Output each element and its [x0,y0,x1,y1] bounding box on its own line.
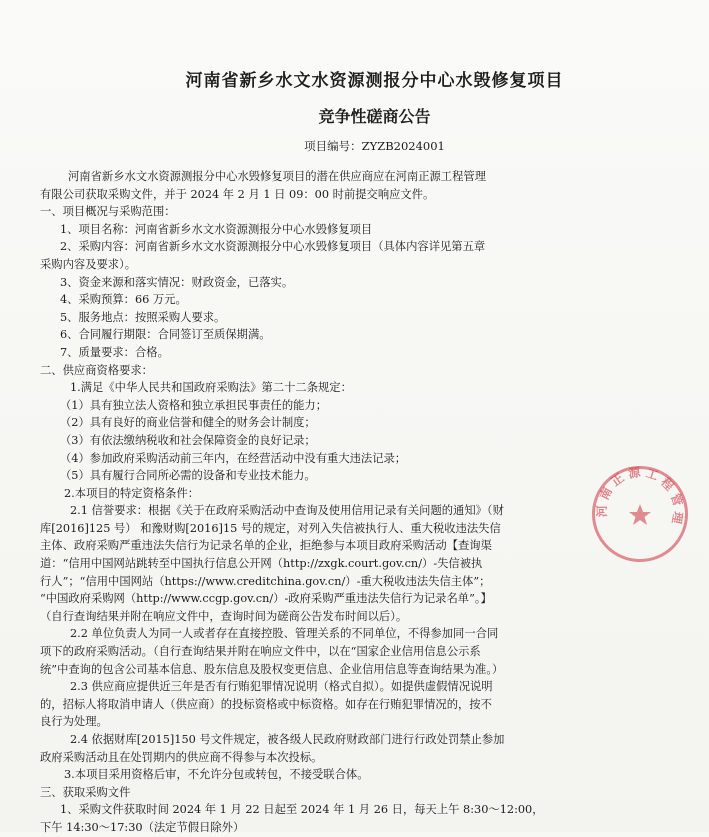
list-item: 4、采购预算：66 万元。 [60,293,187,307]
intro-line: 有限公司获取采购文件，并于 2024 年 2 月 1 日 09：00 时前提交响应文件。 [40,187,435,201]
paragraph-line: 3.本项目采用资格后审，不允许分包或转包，不接受联合体。 [64,768,369,782]
list-item: 7、质量要求：合格。 [60,345,169,359]
paragraph-line: 2.4 依据财库[2015]150 号文件规定，被各级人民政府财政部门进行行政处罚禁止参加 [70,733,505,746]
list-item: （3）有依法缴纳税收和社会保障资金的良好记录； [60,433,316,447]
paragraph-line: “中国政府采购网（http://www.ccgp.gov.cn/）-政府采购严重违法失信行为记录名单”。】 [40,592,492,606]
document-title: 河南省新乡水文水资源测报分中心水毁修复项目 [185,71,564,91]
document-subtitle: 竞争性磋商公告 [318,107,431,126]
paragraph-line: 主体、政府采购严重违法失信行为记录名单的企业，拒绝参与本项目政府采购活动【查询渠 [40,539,492,553]
intro-line: 河南省新乡水文水资源测报分中心水毁修复项目的潜在供应商应在河南正源工程管理 [68,170,486,183]
document-body [40,168,657,837]
paragraph-line: 政府采购活动且在处罚期内的供应商不得参与本次投标。 [40,750,323,764]
section-heading: 三、获取采购文件 [40,785,131,799]
paragraph-line: 的，招标人将取消申请人（供应商）的投标资格或中标资格。如存在行贿犯罪情况的，按不 [40,697,492,711]
section-heading: 二、供应商资格要求： [40,363,153,377]
paragraph-line: 2.1 信誉要求：根据《关于在政府采购活动中查询及使用信用记录有关问题的通知》（财 [70,504,504,518]
list-item: 2、采购内容：河南省新乡水文水资源测报分中心水毁修复项目（具体内容详见第五章 [60,240,486,254]
list-item: 6、合同履行期限：合同签订至质保期满。 [60,328,271,342]
seal-text: 河 南 正 源 工 程 管 理 [594,466,686,525]
paragraph-line: 统”中查询的包含公司基本信息、股东信息及股权变更信息、企业信用信息等查询结果为准。） [40,662,504,676]
list-item: （1）具有独立法人资格和独立承担民事责任的能力； [60,398,328,412]
paragraph-line: 1、采购文件获取时间 2024 年 1 月 22 日起至 2024 年 1 月 26 日，每天上午 8:30～12:00， [60,803,544,817]
requirement-title: 1.满足《中华人民共和国政府采购法》第二十二条规定： [70,381,352,395]
paragraph-line: 道：“信用中国网站跳转至中国执行信息公开网（http://zxgk.court.gov.cn/）-失信被执 [40,557,483,571]
list-item: 1、项目名称：河南省新乡水文水资源测报分中心水毁修复项目 [60,222,373,236]
list-item: 3、资金来源和落实情况：财政资金，已落实。 [60,275,294,289]
paragraph-line: 下午 14:30～17:30（法定节假日除外） [40,820,245,834]
requirement-title: 2.本项目的特定资格条件： [64,486,200,500]
paragraph-line: 行人”；“信用中国网站（https://www.creditchina.gov.cn/）-重大税收违法失信主体”； [40,574,491,588]
paragraph-line: 库[2016]125 号） 和豫财购[2016]15 号的规定，对列入失信被执行人、重大税收违法失信 [40,521,501,535]
company-seal [592,466,688,562]
list-item: （2）具有良好的商业信誉和健全的财务会计制度； [60,416,316,430]
seal-graphic [592,466,688,562]
paragraph-line: 2.2 单位负责人为同一人或者存在直接控股、管理关系的不同单位，不得参加同一合同 [70,627,499,641]
list-item: 5、服务地点：按照采购人要求。 [60,310,226,324]
list-item: 采购内容及要求）。 [40,257,137,271]
seal-star-icon [629,504,651,525]
section-heading: 一、项目概况与采购范围： [40,205,176,219]
project-number: 项目编号：ZYZB2024001 [304,139,445,153]
paragraph-line: 良行为处理。 [40,715,108,729]
paragraph-line: （自行查询结果并附在响应文件中，查询时间为磋商公告发布时间以后）。 [40,609,408,623]
list-item: （4）参加政府采购活动前三年内，在经营活动中没有重大违法记录； [60,451,407,465]
paragraph-line: 项下的政府采购活动。（自行查询结果并附在响应文件中，以在“国家企业信用信息公示系 [40,645,481,659]
list-item: （5）具有履行合同所必需的设备和专业技术能力。 [60,469,316,483]
paragraph-line: 2.3 供应商应提供近三年是否有行贿犯罪情况说明（格式自拟）。如提供虚假情况说明 [70,680,493,694]
